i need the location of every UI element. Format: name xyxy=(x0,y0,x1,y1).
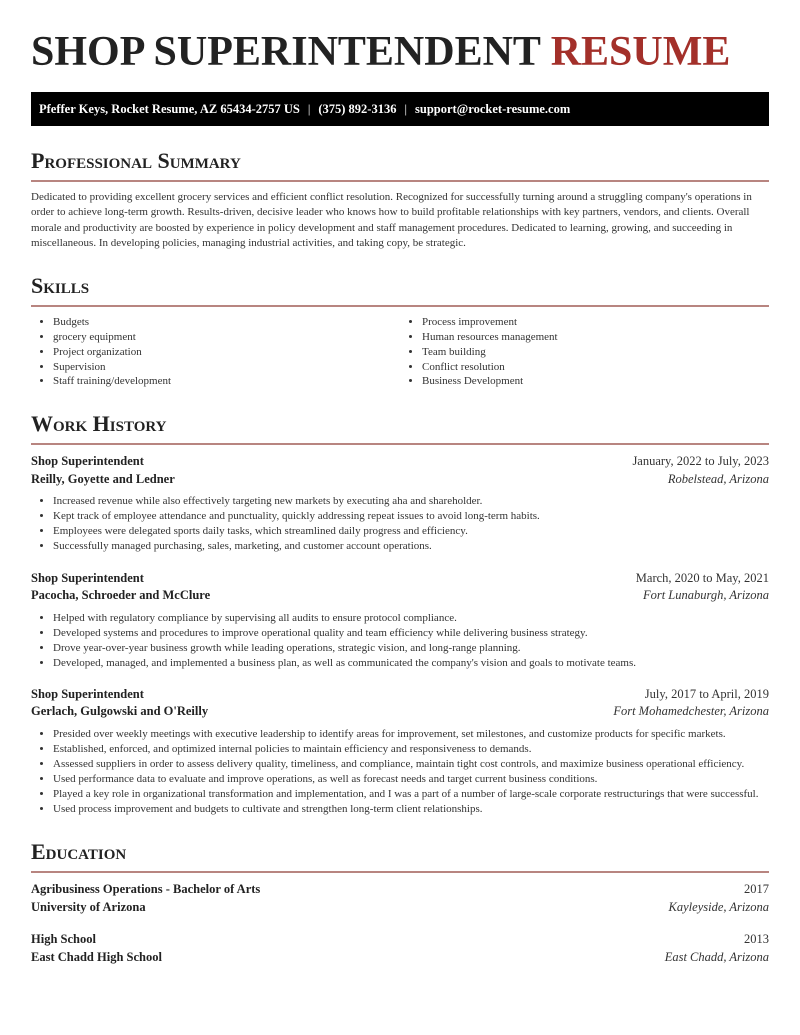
skill-item: • Project organization xyxy=(53,345,400,360)
job-bullet: • Played a key role in organizational transformation and implementation, and I was a part of a number of large-scale corporate restructurings that were successful. xyxy=(53,787,769,802)
contact-email[interactable]: support@rocket-resume.com xyxy=(415,101,571,116)
section-divider xyxy=(31,180,769,182)
skill-item: • Process improvement xyxy=(422,315,769,330)
job-bullet: • Kept track of employee attendance and punctuality, quickly addressing repeat issues to avoid long-term habits. xyxy=(53,509,769,524)
skills-columns xyxy=(31,315,769,389)
job-bullet: • Used performance data to evaluate and improve operations, as well as forecast needs and target current business conditions. xyxy=(53,772,769,787)
section-heading-work: Work History xyxy=(31,411,167,437)
section-heading-summary: Professional Summary xyxy=(31,148,241,173)
work-history-section xyxy=(31,411,769,817)
education-degree: High School xyxy=(31,932,96,947)
job-dates: January, 2022 to July, 2023 xyxy=(632,454,769,469)
job-bullet: • Assessed suppliers in order to assess delivery quality, timeliness, and compliance, maintain tight cost controls, and maximize business operational efficiency. xyxy=(53,757,769,772)
job-entry xyxy=(31,570,769,671)
contact-separator: | xyxy=(307,101,311,116)
section-divider xyxy=(31,443,769,445)
job-bullets xyxy=(31,611,769,671)
education-year: 2017 xyxy=(744,882,769,897)
education-section xyxy=(31,839,769,966)
education-entry xyxy=(31,881,769,916)
job-company: Gerlach, Gulgowski and O'Reilly xyxy=(31,704,209,719)
job-bullet: • Used process improvement and budgets to cultivate and strengthen long-term client relationships. xyxy=(53,802,769,817)
title-accent: RESUME xyxy=(550,29,731,75)
resume-title xyxy=(31,0,769,76)
job-bullet: • Increased revenue while also effectively targeting new markets by executing aha and shareholder. xyxy=(53,494,769,509)
job-location: Fort Lunaburgh, Arizona xyxy=(642,588,769,603)
job-bullets xyxy=(31,727,769,818)
section-divider xyxy=(31,305,769,307)
job-location: Robelstead, Arizona xyxy=(667,471,769,486)
skill-item: • Staff training/development xyxy=(53,374,400,389)
skill-item: • Team building xyxy=(422,345,769,360)
title-main: SHOP SUPERINTENDENT xyxy=(31,29,541,75)
job-bullet: • Developed systems and procedures to improve operational quality and team efficiency while delivering business strategy. xyxy=(53,626,769,641)
education-entry xyxy=(31,931,769,966)
section-heading-education: Education xyxy=(31,839,127,865)
job-entry xyxy=(31,453,769,554)
job-bullet: • Presided over weekly meetings with executive leadership to identify areas for improvement, set milestones, and customize products for specific markets. xyxy=(53,727,769,742)
education-school: University of Arizona xyxy=(31,899,146,914)
job-bullets xyxy=(31,494,769,554)
job-entry xyxy=(31,686,769,818)
skill-item: • Human resources management xyxy=(422,330,769,345)
summary-text: Dedicated to providing excellent grocery services and efficient conflict resolution. Recognized for successfully turning around a struggling company's operations in order to achieve long-term growth. Results-driven, decisive leader who knows how to build profitable relationships with key partners, vendors, and clients. Overall morale and productivity are boosted by experience in policy development and staff management procedures. Dedicated to learning, growing, and succeeding in miscellaneous. In developing policies, managing industrial activities, and taking copy, be strategic. xyxy=(31,191,752,249)
skills-list-left xyxy=(31,315,400,389)
skills-section xyxy=(31,273,769,389)
job-bullet: • Successfully managed purchasing, sales, marketing, and customer account operations. xyxy=(53,539,769,554)
contact-bar xyxy=(31,92,769,126)
contact-phone[interactable]: (375) 892-3136 xyxy=(318,101,397,116)
job-bullet: • Employees were delegated sports daily tasks, which streamlined daily progress and efficiency. xyxy=(53,524,769,539)
skills-list-right xyxy=(400,315,769,389)
job-company: Reilly, Goyette and Ledner xyxy=(31,471,175,486)
skill-item: • Business Development xyxy=(422,374,769,389)
education-degree: Agribusiness Operations - Bachelor of Arts xyxy=(31,882,261,897)
education-year: 2013 xyxy=(744,932,769,947)
skill-item: • Budgets xyxy=(53,315,400,330)
job-title: Shop Superintendent xyxy=(31,454,144,469)
job-bullet: • Drove year-over-year business growth while leading operations, strategic vision, and long-range planning. xyxy=(53,641,769,656)
skill-item: • Supervision xyxy=(53,360,400,375)
job-bullet: • Helped with regulatory compliance by supervising all audits to ensure protocol compliance. xyxy=(53,611,769,626)
section-heading-skills: Skills xyxy=(31,273,90,299)
job-dates: July, 2017 to April, 2019 xyxy=(644,686,769,701)
job-bullet: • Developed, managed, and implemented a business plan, as well as communicated the company's vision and goals to motivate teams. xyxy=(53,656,769,671)
education-school: East Chadd High School xyxy=(31,949,162,964)
job-location: Fort Mohamedchester, Arizona xyxy=(613,704,769,719)
education-location: East Chadd, Arizona xyxy=(664,949,769,964)
job-title: Shop Superintendent xyxy=(31,686,144,701)
skill-item: • grocery equipment xyxy=(53,330,400,345)
contact-separator: | xyxy=(404,101,407,116)
education-location: Kayleyside, Arizona xyxy=(668,899,769,914)
job-bullet: • Established, enforced, and optimized internal policies to maintain efficiency and responsiveness to demands. xyxy=(53,742,769,757)
skill-item: • Conflict resolution xyxy=(422,360,769,375)
section-divider xyxy=(31,871,769,873)
job-company: Pacocha, Schroeder and McClure xyxy=(31,588,211,603)
contact-address: Pfeffer Keys, Rocket Resume, AZ 65434-2757 US xyxy=(39,101,300,116)
job-title: Shop Superintendent xyxy=(31,570,144,585)
summary-section xyxy=(31,148,769,251)
job-dates: March, 2020 to May, 2021 xyxy=(635,570,769,585)
